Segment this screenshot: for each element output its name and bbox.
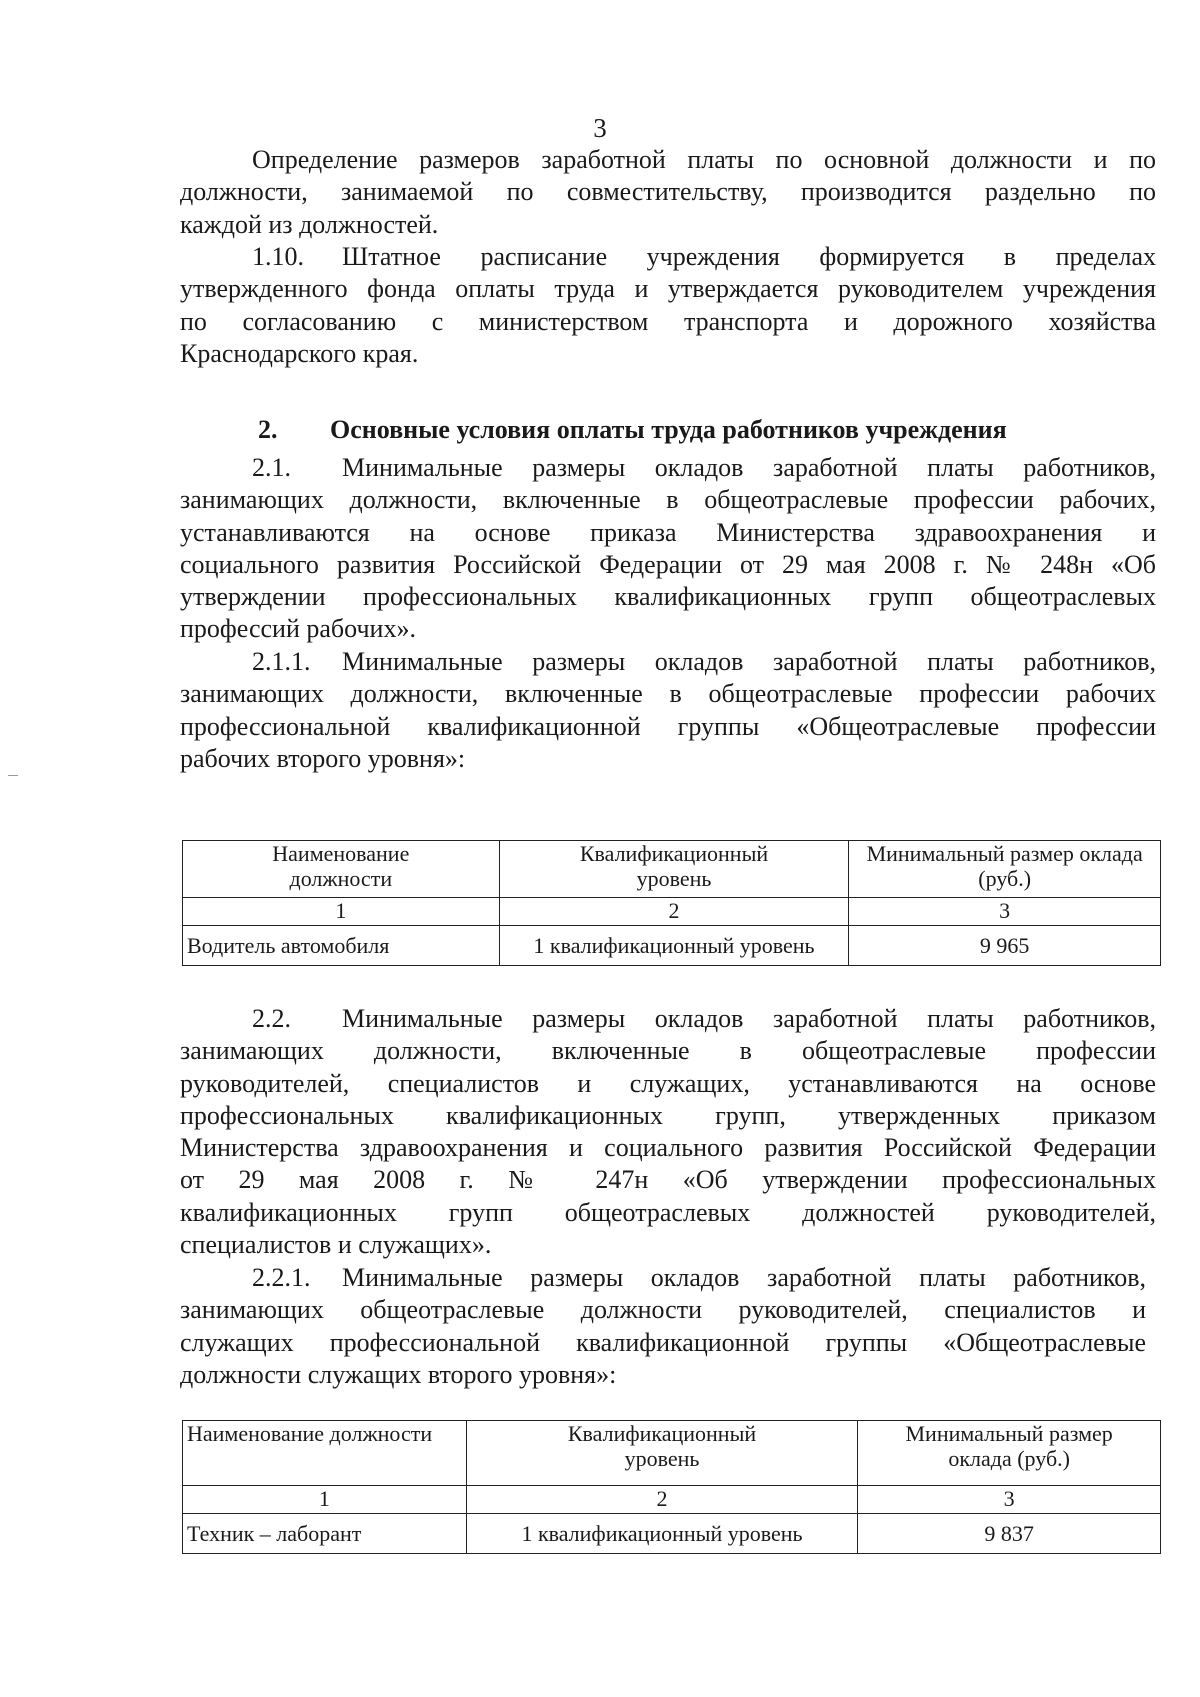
table-cell: 9 837 [858,1514,1161,1554]
clause-2-1-1 [180,646,1156,775]
table-header-cell: Минимальный размер оклада (руб.) [849,841,1161,898]
text-line: профессий рабочих». [180,614,416,644]
table-header-cell: Квалификационный уровень [499,841,849,898]
table-cell: 2 [466,1486,858,1514]
clause-number: 2.2. [252,1004,291,1033]
text-line: 1.10. Штатное расписание учреждения формируется в пределах [180,241,1156,273]
table-header-row [183,841,1161,898]
text-line: по согласованию с министерством транспорта и дорожного хозяйства [180,306,1156,336]
table-cell: Техник – лаборант [183,1514,467,1554]
clause-number: 2.2.1. [252,1263,311,1292]
section-number: 2. [258,415,278,444]
text-line: рабочих второго уровня»: [180,743,466,773]
table-cell: 1 [183,1486,467,1514]
text-line: руководителей, специалистов и служащих, устанавливаются на основе [180,1068,1156,1098]
table-number-row [183,898,1161,926]
clause-2-2 [180,1003,1156,1261]
text-line: утверждении профессиональных квалификационных групп общеотраслевых [180,582,1156,612]
text-line: 2.1. Минимальные размеры окладов заработной платы работников, [180,452,1156,484]
text-line: социального развития Российской Федерации от 29 мая 2008 г. № 248н «Об [180,549,1156,579]
text-line: Определение размеров заработной платы по основной должности и по [252,145,1156,174]
clause-number: 2.1.1. [252,647,311,676]
clause-number: 2.1. [252,453,291,482]
text-line: занимающих должности, включенные в общеотраслевые профессии [180,1036,1156,1066]
table-cell: 2 [499,898,849,926]
text-line: профессиональных квалификационных групп, утвержденных приказом [180,1100,1156,1130]
table-cell: 9 965 [849,926,1161,966]
table-header-row [183,1421,1161,1486]
text-line: 2.2.1. Минимальные размеры окладов заработной платы работников, [180,1262,1146,1294]
salary-table-workers [182,840,1161,966]
clause-1-10 [180,241,1156,370]
table-row [183,1514,1161,1554]
table-cell: Водитель автомобиля [183,926,500,966]
table-cell: 3 [858,1486,1161,1514]
text-line: утвержденного фонда оплаты труда и утверждается руководителем учреждения [180,274,1156,304]
text-line: 2.1.1. Минимальные размеры окладов заработной платы работников, [180,646,1156,678]
intro-paragraph [180,144,1156,241]
clause-2-1 [180,452,1156,646]
table-cell: 1 квалификационный уровень [499,926,849,966]
text-line: занимающих должности, включенные в общеотраслевые профессии рабочих, [180,485,1156,515]
table-cell: 1 [183,898,500,926]
text-line: специалистов и служащих». [180,1230,492,1260]
text-line: квалификационных групп общеотраслевых должностей руководителей, [180,1197,1156,1227]
text-line: занимающих должности, включенные в общеотраслевые профессии рабочих [180,679,1156,709]
text-line: 2.2. Минимальные размеры окладов заработной платы работников, [180,1003,1156,1035]
text-line: должности служащих второго уровня»: [180,1359,617,1389]
section-title: Основные условия оплаты труда работников учреждения [330,415,1007,444]
scan-margin-mark [8,775,18,776]
table-cell: 3 [849,898,1161,926]
table-header-cell: Наименование должности [183,841,500,898]
text-line: должности, занимаемой по совместительству, производится раздельно по [180,177,1156,207]
text-line: Министерства здравоохранения и социального развития Российской Федерации [180,1133,1156,1163]
table-header-cell: Квалификационный уровень [466,1421,858,1486]
text-line: каждой из должностей. [180,209,439,239]
clause-number: 1.10. [252,242,304,271]
salary-table-employees [182,1420,1161,1554]
table-header-cell: Наименование должности [183,1421,467,1486]
text-line: от 29 мая 2008 г. № 247н «Об утверждении профессиональных [180,1165,1156,1195]
text-line: Краснодарского края. [180,338,419,368]
text-line: устанавливаются на основе приказа Министерства здравоохранения и [180,517,1156,547]
text-line: занимающих общеотраслевые должности руководителей, специалистов и [180,1295,1146,1325]
table-row [183,926,1161,966]
table-number-row [183,1486,1161,1514]
page-number: 3 [593,113,607,143]
table-cell: 1 квалификационный уровень [466,1514,858,1554]
text-line: профессиональной квалификационной группы «Общеотраслевые профессии [180,711,1156,741]
table-header-cell: Минимальный размер оклада (руб.) [858,1421,1161,1486]
text-line: служащих профессиональной квалификационной группы «Общеотраслевые [180,1327,1146,1357]
clause-2-2-1 [180,1262,1146,1391]
